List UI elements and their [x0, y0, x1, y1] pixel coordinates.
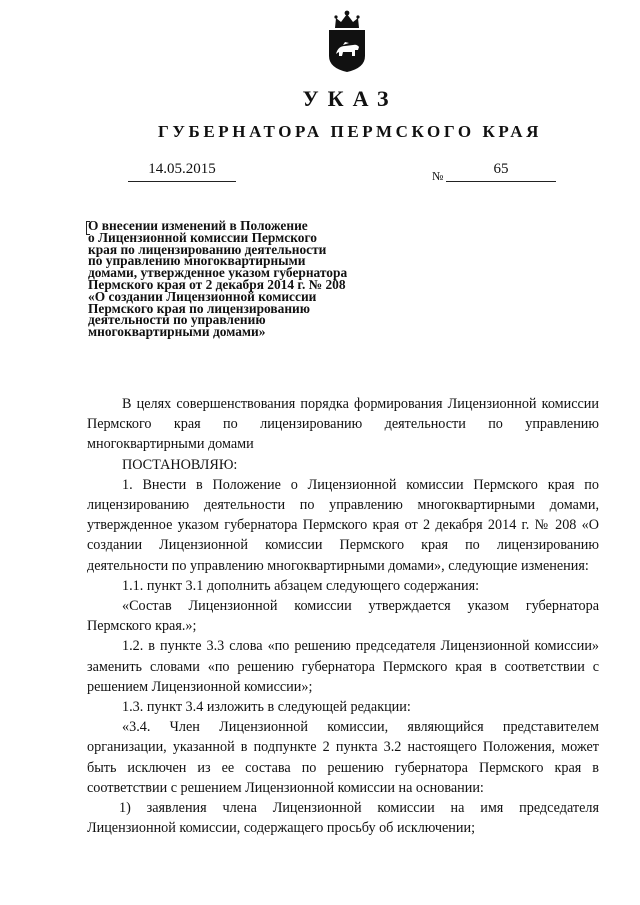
item-1-paragraph: 1. Внести в Положение о Лицензионной комиссии Пермского края по лицензированию деятельности по управлению многоквартирными домами, утвержденное указом губернатора Пермского края от 2 декабря 2014 г. № 208 «О создании Лицензионной комиссии Пермского края по лицензированию деятельности по управлению многоквартирными домами», следующие изменения: [87, 476, 599, 574]
subject-line: деятельности по управлению [88, 312, 266, 328]
number-underline [446, 181, 556, 182]
preamble-paragraph: В целях совершенствования порядка формирования Лицензионной комиссии Пермского края по лицензированию деятельности по управлению многоквартирными домами [87, 396, 599, 453]
sub-item-1-paragraph: 1) заявления члена Лицензионной комиссии на имя председателя Лицензионной комиссии, содержащего просьбу об исключении; [87, 800, 599, 837]
document-date: 14.05.2015 [148, 161, 216, 177]
item-1-3-paragraph: 1.3. пункт 3.4 изложить в следующей редакции: [122, 699, 411, 716]
number-sign: № [432, 169, 444, 183]
document-subject [88, 220, 347, 338]
subject-line: «О создании Лицензионной комиссии [88, 288, 317, 304]
item-1-2-paragraph: 1.2. в пункте 3.3 слова «по решению председателя Лицензионной комиссии» заменить словами «по решению губернатора Пермского края в соответствии с решением Лицензионной комиссии»; [87, 638, 599, 695]
document-body [87, 394, 599, 838]
subject-line: о Лицензионной комиссии Пермского [88, 229, 317, 245]
subject-line: Пермского края от 2 декабря 2014 г. № 208 [88, 276, 346, 292]
resolve-heading: ПОСТАНОВЛЯЮ: [122, 456, 238, 473]
subject-line: по управлению многоквартирными [88, 253, 306, 269]
subject-line: Пермского края по лицензированию [88, 300, 310, 316]
document-subtitle: ГУБЕРНАТОРА ПЕРМСКОГО КРАЯ [158, 122, 542, 141]
date-underline [128, 181, 236, 182]
subject-line: многоквартирными домами» [88, 324, 266, 340]
subject-line: О внесении изменений в Положение [88, 218, 308, 233]
document-number: 65 [493, 161, 509, 177]
item-1-1-text: «Состав Лицензионной комиссии утверждается указом губернатора Пермского края.»; [87, 598, 599, 635]
item-1-1-paragraph: 1.1. пункт 3.1 дополнить абзацем следующего содержания: [122, 577, 480, 594]
subject-line: домами, утвержденное указом губернатора [88, 265, 348, 281]
subject-line: края по лицензированию деятельности [88, 241, 327, 257]
document-title: УКАЗ [302, 86, 398, 111]
coat-of-arms-icon [323, 8, 371, 74]
item-1-3-text: «3.4. Член Лицензионной комиссии, являющийся представителем организации, указанной в подпункте 2 пункта 3.2 настоящего Положения, может быть исключен из ее состава по решению губернатора Пермского края в соответствии с решением Лицензионной комиссии на основании: [87, 719, 599, 796]
